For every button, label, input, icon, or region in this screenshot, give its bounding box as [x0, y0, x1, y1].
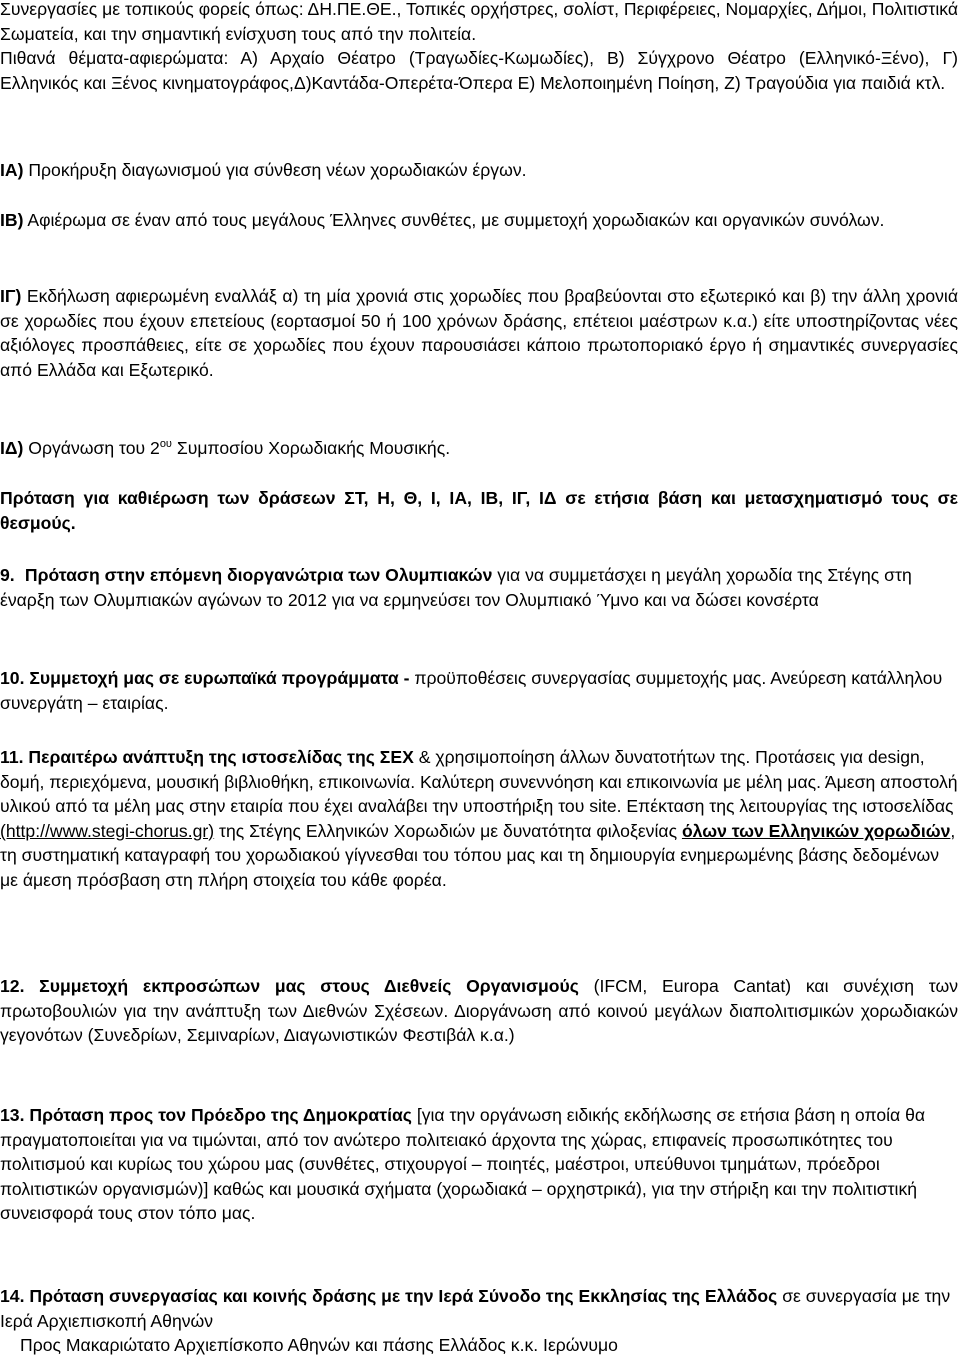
- ordinal-superscript: ου: [159, 438, 172, 450]
- section-13: [0, 1103, 958, 1226]
- section-11-number: 11.: [0, 747, 24, 767]
- section-9-text: Πρόταση στην επόμενη διοργανώτρια των Ολυμπιακών για να συμμετάσχει η μεγάλη χορωδία της Στέγης στη έναρξη των Ολυμπιακών αγώνων το 2012 για να ερμηνεύσει τον Ολυμπιακό Ύμνο και να δώσει κονσέρτα: [0, 565, 912, 610]
- section-12-text: 12. Συμμετοχή εκπροσώπων μας στους Διεθνείς Οργανισμούς (IFCM, Europa Cantat) και συνέχιση των πρωτοβουλιών για την ανάπτυξη των Διεθνών Σχέσεων. Διοργάνωση από κοινού μεγάλων διαπολιτισμικών χορωδιακών γεγονότων (Συνεδρίων, Σεμιναρίων, Διαγωνιστικών Φεστιβάλ κ.α.): [0, 976, 958, 1046]
- item-ia-label: ΙΑ): [0, 160, 24, 180]
- item-ig-label: ΙΓ): [0, 286, 22, 306]
- all-choirs-emphasis: όλων των Ελληνικών χορωδιών: [681, 820, 951, 841]
- section-9-number: 9.: [0, 565, 15, 585]
- section-12-number: 12.: [0, 976, 25, 996]
- section-10-number: 10.: [0, 668, 25, 688]
- section-14-number: 14.: [0, 1286, 25, 1306]
- item-id-label: ΙΔ): [0, 438, 24, 458]
- section-13-number: 13.: [0, 1105, 25, 1125]
- section-12: [0, 974, 958, 1048]
- section-10: 10. Συμμετοχή μας σε ευρωπαϊκά προγράμματα - προϋποθέσεις συνεργασίας συμμετοχής μας. Ανεύρεση κατάλληλου συνεργάτη – εταιρίας.: [0, 668, 943, 713]
- section-14-recipient: Προς Μακαριώτατο Αρχιεπίσκοπο Αθηνών και πάσης Ελλάδος κ.κ. Ιερώνυμο: [20, 1335, 618, 1356]
- item-ib: ΙΒ) Αφιέρωμα σε έναν από τους μεγάλους Έλληνες συνθέτες, με συμμετοχή χορωδιακών και οργανικών συνόλων.: [0, 210, 885, 230]
- proposal-annual-basis: Πρόταση για καθιέρωση των δράσεων ΣΤ, Η, Θ, Ι, ΙΑ, ΙΒ, ΙΓ, ΙΔ σε ετήσια βάση και μετασχηματισμό τους σε θεσμούς.: [0, 488, 958, 533]
- website-link[interactable]: (http://www.stegi-chorus.gr): [0, 820, 215, 841]
- section-14: [0, 1284, 958, 1358]
- item-ig: ΙΓ) Εκδήλωση αφιερωμένη εναλλάξ α) τη μία χρονιά στις χορωδίες που βραβεύονται στο εξωτερικό και β) την άλλη χρονιά σε χορωδίες που έχουν επετείους (εορτασμοί 50 ή 100 χρόνων δράσης, επέτειοι μαέστρων κ.α.) είτε υποστηρίζοντας νέες αξιόλογες προσπάθειες, είτε σε χορωδίες που έχουν παρουσιάσει κάποιο πρωτοποριακό έργο ή σημαντικές συνεργασίες από Ελλάδα και Εξωτερικό.: [0, 286, 958, 380]
- section-14-text: 14. Πρόταση συνεργασίας και κοινής δράσης με την Ιερά Σύνοδο της Εκκλησίας της Ελλάδος σε συνεργασία με την Ιερά Αρχιεπισκοπή Αθηνών: [0, 1286, 951, 1331]
- cooperation-paragraph: Συνεργασίες με τοπικούς φορείς όπως: ΔΗ.ΠΕ.ΘΕ., Τοπικές ορχήστρες, σολίστ, Περιφέρειες, Νομαρχίες, Δήμοι, Πολιτιστικά Σωματεία, και την σημαντική ενίσχυση τους από την πολιτεία.: [0, 0, 958, 44]
- item-ia: ΙΑ) Προκήρυξη διαγωνισμού για σύνθεση νέων χορωδιακών έργων.: [0, 160, 527, 180]
- item-id: ΙΔ) Οργάνωση του $2^{o\upsilon}$ Συμποσίου Χορωδιακής Μουσικής.: [0, 438, 451, 458]
- section-11: 11. Περαιτέρω ανάπτυξη της ιστοσελίδας της ΣΕΧ & χρησιμοποίηση άλλων δυνατοτήτων της. Προτάσεις για design, δομή, περιεχόμενα, μουσική βιβλιοθήκη, επικοινωνία. Καλύτερη συνεννόηση και επικοινωνία με μέλη μας. Άμεση αποστολή υλικού από τα μέλη μας στην εταιρία που έχει αναλάβει την υποστήριξη του site. Επέκταση της λειτουργίας της ιστοσελίδας (http://www.stegi-chorus.gr) της Στέγης Ελληνικών Χορωδιών με δυνατότητα φιλοξενίας όλων των Ελληνικών χορωδιών, τη συστηματική καταγραφή του χορωδιακού γίγνεσθαι του τόπου μας και τη δημιουργία ενημερωμένης βάσης δεδομένων με άμεση πρόσβαση στη πλήρη στοιχεία του κάθε φορέα.: [0, 747, 958, 890]
- item-ib-label: ΙΒ): [0, 210, 24, 230]
- section-9: [0, 563, 958, 612]
- themes-paragraph: Πιθανά θέματα-αφιερώματα: Α) Αρχαίο Θέατρο (Τραγωδίες-Κωμωδίες), Β) Σύγχρονο Θέατρο (Ελληνικό-Ξένο), Γ) Ελληνικός και Ξένος κινηματογράφος,Δ)Καντάδα-Οπερέτα-Όπερα Ε) Μελοποιημένη Ποίηση, Ζ) Τραγούδια για παιδιά κτλ.: [0, 48, 958, 93]
- section-13-text: 13. Πρόταση προς τον Πρόεδρο της Δημοκρατίας [για την οργάνωση ειδικής εκδήλωσης σε ετήσια βάση η οποία θα πραγματοποιείται για να τιμώνται, από τον ανώτερο πολιτειακό άρχοντα της χώρας, επιφανείς προσωπικότητες του πολιτισμού και κυρίως του χώρου μας (συνθέτες, στιχουργοί – ποιητές, μαέστροι, υπεύθυνοι τμημάτων, πρόεδροι πολιτιστικών οργανισμών)] καθώς και μουσικά σχήματα (χορωδιακά – ορχηστρικά), για την στήριξη και την πολιτιστική συνεισφορά τους στον τόπο μας.: [0, 1105, 926, 1224]
